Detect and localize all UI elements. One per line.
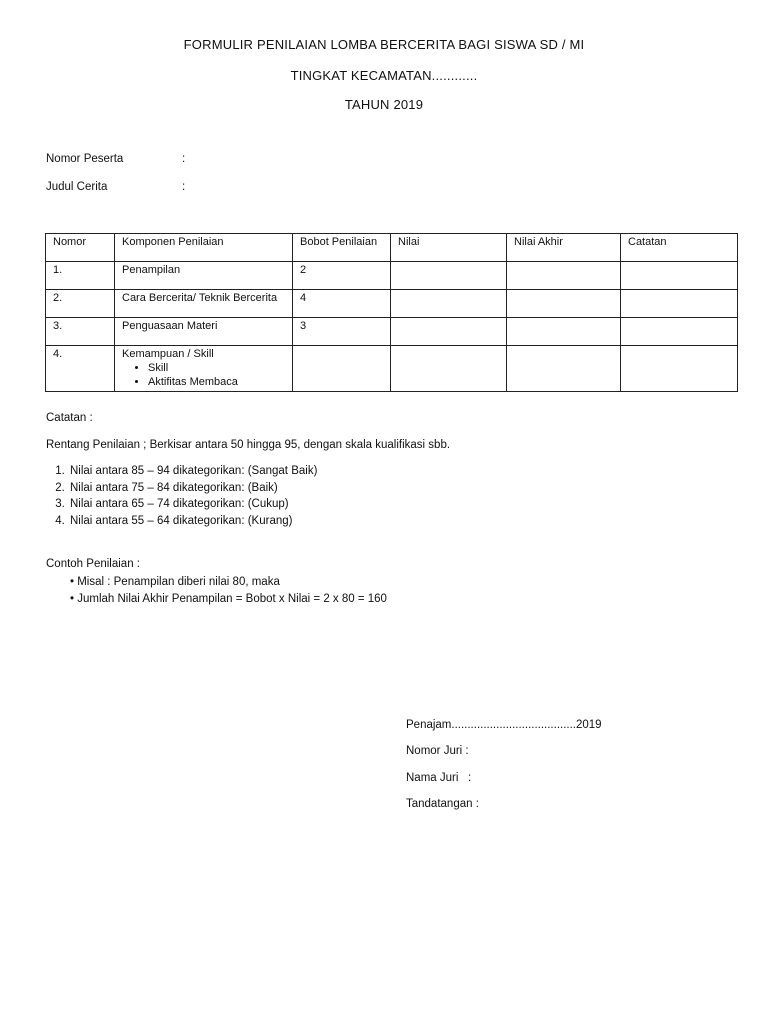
- form-year: TAHUN 2019: [344, 97, 424, 112]
- judge-name-label: Nama Juri :: [406, 772, 472, 784]
- example-item: • Jumlah Nilai Akhir Penampilan = Bobot x Nilai = 2 x 80 = 160: [70, 592, 387, 605]
- table-row: [46, 290, 738, 318]
- signature-label: Tandatangan :: [406, 798, 479, 810]
- score-cell[interactable]: [391, 290, 507, 318]
- note-cell[interactable]: [621, 318, 738, 346]
- row-weight: 4: [293, 290, 391, 318]
- example-item: • Misal : Penampilan diberi nilai 80, maka: [70, 576, 280, 588]
- row-component-label: Kemampuan / Skill: [122, 348, 214, 360]
- row-component: Penguasaan Materi: [115, 318, 293, 346]
- table-row: [46, 318, 738, 346]
- note-cell[interactable]: [621, 262, 738, 290]
- final-score-cell[interactable]: [507, 346, 621, 392]
- sub-component-skill: • Skill: [148, 361, 286, 375]
- row-weight: 2: [293, 262, 391, 290]
- header-komponen: Komponen Penilaian: [115, 234, 293, 262]
- scoring-table: [45, 233, 738, 392]
- category-list: [46, 463, 317, 529]
- row-component: Penampilan: [115, 262, 293, 290]
- form-level: TINGKAT KECAMATAN............: [290, 68, 478, 83]
- category-kurang: 4. Nilai antara 55 – 64 dikategorikan: (Kurang): [68, 513, 317, 530]
- example-list: [70, 574, 387, 607]
- note-cell[interactable]: [621, 346, 738, 392]
- row-weight: 3: [293, 318, 391, 346]
- header-nilai: Nilai: [391, 234, 507, 262]
- score-cell[interactable]: [391, 262, 507, 290]
- example-label: Contoh Penilaian :: [46, 558, 140, 570]
- table-row: [46, 346, 738, 392]
- header-catatan: Catatan: [621, 234, 738, 262]
- score-cell[interactable]: [391, 318, 507, 346]
- row-weight: [293, 346, 391, 392]
- row-component: [115, 346, 293, 392]
- row-number: 4.: [46, 346, 115, 392]
- category-cukup: 3. Nilai antara 65 – 74 dikategorikan: (Cukup): [68, 496, 317, 513]
- score-cell[interactable]: [391, 346, 507, 392]
- row-number: 2.: [46, 290, 115, 318]
- final-score-cell[interactable]: [507, 318, 621, 346]
- category-baik: 2. Nilai antara 75 – 84 dikategorikan: (Baik): [68, 480, 317, 497]
- participant-number-sep: :: [182, 153, 186, 165]
- final-score-cell[interactable]: [507, 262, 621, 290]
- table-row: [46, 262, 738, 290]
- score-range-text: Rentang Penilaian ; Berkisar antara 50 hingga 95, dengan skala kualifikasi sbb.: [46, 439, 451, 451]
- form-title: FORMULIR PENILAIAN LOMBA BERCERITA BAGI SISWA SD / MI: [183, 37, 585, 52]
- note-cell[interactable]: [621, 290, 738, 318]
- row-number: 3.: [46, 318, 115, 346]
- row-number: 1.: [46, 262, 115, 290]
- sub-component-list: [122, 361, 286, 389]
- story-title-field: [46, 181, 185, 193]
- header-nomor: Nomor: [46, 234, 115, 262]
- sub-component-reading: • Aktifitas Membaca: [148, 375, 286, 389]
- participant-number-field: [46, 153, 185, 165]
- table-header-row: [46, 234, 738, 262]
- story-title-label: Judul Cerita: [46, 181, 108, 193]
- header-nilai-akhir: Nilai Akhir: [507, 234, 621, 262]
- judge-number-label: Nomor Juri :: [406, 745, 469, 757]
- header-bobot: Bobot Penilaian: [293, 234, 391, 262]
- category-sangat-baik: 1. Nilai antara 85 – 94 dikategorikan: (Sangat Baik): [68, 463, 317, 480]
- signature-place-date: Penajam.......................................2019: [406, 719, 602, 731]
- notes-label: Catatan :: [46, 412, 93, 424]
- final-score-cell[interactable]: [507, 290, 621, 318]
- participant-number-label: Nomor Peserta: [46, 153, 124, 165]
- story-title-sep: :: [182, 181, 186, 193]
- row-component: Cara Bercerita/ Teknik Bercerita: [115, 290, 293, 318]
